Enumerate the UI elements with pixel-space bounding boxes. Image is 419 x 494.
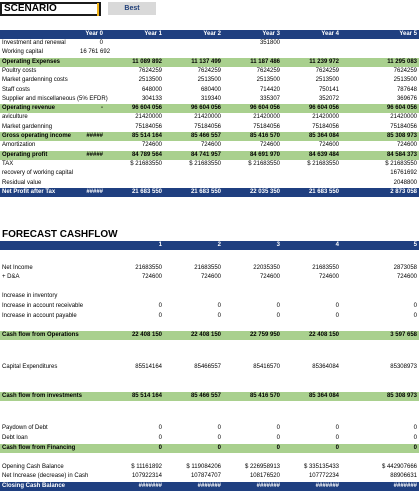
period-header-1: 1 xyxy=(158,242,162,248)
row-label: Paydown of Debt xyxy=(2,425,48,431)
row-label: Debt loan xyxy=(2,435,28,441)
cell-c0: - xyxy=(101,105,103,112)
cell-c4: 107772234 xyxy=(308,473,339,479)
cell-c5: $ 21683550 xyxy=(385,160,417,167)
cell-c5: 85 308 973 xyxy=(386,133,417,139)
forecast-row[interactable] xyxy=(0,312,419,321)
cell-c1: 724600 xyxy=(141,142,162,149)
cell-c2: 22 408 150 xyxy=(190,332,221,338)
cell-c3: 22 035 350 xyxy=(249,188,280,195)
cell-c1: 0 xyxy=(158,445,162,451)
year-header-2: Year 2 xyxy=(203,31,221,37)
scenario-row[interactable] xyxy=(0,58,419,67)
year-header-1: Year 1 xyxy=(144,31,162,37)
cell-c5: 75184056 xyxy=(390,123,417,130)
cell-c5: 96 604 056 xyxy=(386,105,417,112)
scenario-row[interactable] xyxy=(0,95,419,104)
year-header-3: Year 3 xyxy=(262,31,280,37)
forecast-row[interactable] xyxy=(0,482,419,491)
cell-c1: 2513500 xyxy=(138,77,162,84)
cell-c2: 75184056 xyxy=(194,123,221,130)
row-label: Operating revenue xyxy=(2,105,56,112)
forecast-row[interactable] xyxy=(0,463,419,472)
cell-c5: 3 597 658 xyxy=(390,332,417,338)
cell-c1: 7624259 xyxy=(138,67,162,74)
cell-c2: 2513500 xyxy=(197,77,221,84)
cell-c1: 0 xyxy=(158,425,162,431)
cell-c1: 21 683 550 xyxy=(131,188,162,195)
cell-c1: 22 408 150 xyxy=(131,332,162,338)
row-label: Supplier and miscellaneous (5% EFDR) xyxy=(2,95,108,102)
period-header-2: 2 xyxy=(217,242,221,248)
cell-c5: 724600 xyxy=(396,274,417,280)
cell-c1: 85 514 164 xyxy=(131,133,162,139)
cell-c4: 85364084 xyxy=(312,364,339,370)
cell-c5: 0 xyxy=(413,303,417,309)
cell-c1: 648000 xyxy=(141,86,162,93)
cell-c2: 11 137 499 xyxy=(191,58,221,65)
cell-c3: 85 416 570 xyxy=(249,133,280,139)
scenario-row[interactable] xyxy=(0,141,419,150)
row-label: Cash flow from investments xyxy=(2,393,83,399)
row-label: Operating Expenses xyxy=(2,58,61,65)
forecast-header-row xyxy=(0,241,419,250)
row-label: Residual value xyxy=(2,179,42,186)
cell-c2: 7624259 xyxy=(197,67,221,74)
row-label: Net Income xyxy=(2,265,33,271)
cell-c4: 0 xyxy=(335,435,339,441)
cell-c3: 0 xyxy=(276,435,280,441)
forecast-row[interactable] xyxy=(0,264,419,273)
cell-c4: ####### xyxy=(315,483,339,489)
cell-c3: 85 416 570 xyxy=(249,393,280,399)
row-label: TAX xyxy=(2,160,14,167)
cell-c4: 84 639 484 xyxy=(308,151,339,158)
cell-c3: $ 21683550 xyxy=(248,160,280,167)
cell-c4: 0 xyxy=(335,425,339,431)
cell-c0: 0 xyxy=(99,40,103,46)
cell-c1: 21683550 xyxy=(135,265,162,271)
forecast-row[interactable] xyxy=(0,292,419,301)
cell-c2: 0 xyxy=(217,425,221,431)
cell-c3: 0 xyxy=(276,303,280,309)
cell-c5: 0 xyxy=(413,425,417,431)
row-label: Market gardenning costs xyxy=(2,77,68,84)
cell-c4: 0 xyxy=(335,303,339,309)
cell-c1: 75184056 xyxy=(135,123,162,130)
cell-c2: 21683550 xyxy=(194,265,221,271)
scenario-row[interactable] xyxy=(0,39,419,48)
cell-c1: $ 11161892 xyxy=(131,464,162,470)
cell-c1: 107922314 xyxy=(131,473,162,479)
cell-c2: 107874707 xyxy=(190,473,221,479)
cell-c1: 0 xyxy=(158,303,162,309)
period-header-4: 4 xyxy=(335,242,339,248)
cell-c5: 2 873 058 xyxy=(390,188,417,195)
row-label: Increase in account receivable xyxy=(2,303,84,309)
row-label: Amortization xyxy=(2,142,36,149)
cell-c3: 21420000 xyxy=(253,114,280,121)
row-label: Investment and renewal xyxy=(2,40,66,46)
cell-c3: 108176520 xyxy=(249,473,280,479)
cell-c5: 85 308 973 xyxy=(386,393,417,399)
cell-c4: 11 239 972 xyxy=(309,58,339,65)
cell-c2: 85 466 557 xyxy=(190,393,221,399)
cell-c1: ####### xyxy=(138,483,162,489)
row-label: Net Profit after Tax xyxy=(2,188,56,195)
cell-c3: $ 226958913 xyxy=(244,464,280,470)
cell-c3: 724600 xyxy=(259,274,280,280)
row-label: Opening Cash Balance xyxy=(2,464,64,470)
cell-c2: 21420000 xyxy=(194,114,221,121)
row-label: Cash flow from Operations xyxy=(2,332,79,338)
cell-c0: ##### xyxy=(86,188,103,195)
cell-c3: 11 187 486 xyxy=(250,58,280,65)
row-label: Operating profit xyxy=(2,151,48,158)
cell-c5: 0 xyxy=(413,435,417,441)
cell-c5: 787648 xyxy=(396,86,417,93)
cell-c4: $ 335135433 xyxy=(303,464,339,470)
scenario-row[interactable] xyxy=(0,86,419,95)
year-header-4: Year 4 xyxy=(321,31,339,37)
cell-c3: 351800 xyxy=(259,40,280,46)
cell-c5: 21420000 xyxy=(390,114,417,121)
cell-c4: 96 604 056 xyxy=(308,105,339,112)
best-button[interactable]: Best xyxy=(108,2,156,15)
cell-c4: 22 408 150 xyxy=(308,332,339,338)
row-label: Market gardenning xyxy=(2,123,53,130)
cell-c0: ##### xyxy=(86,133,103,139)
cell-c1: 304133 xyxy=(141,95,162,102)
cell-c1: 96 604 056 xyxy=(131,105,162,112)
cell-c5: 7624259 xyxy=(393,67,417,74)
forecast-row[interactable] xyxy=(0,444,419,453)
scenario-row[interactable] xyxy=(0,67,419,76)
cell-c5: 0 xyxy=(413,445,417,451)
cell-c2: 319340 xyxy=(200,95,221,102)
year-header-5: Year 5 xyxy=(399,31,417,37)
scenario-row[interactable] xyxy=(0,132,419,141)
forecast-row[interactable] xyxy=(0,392,419,401)
scenario-row[interactable] xyxy=(0,151,419,160)
row-label: Capital Expenditures xyxy=(2,364,58,370)
forecast-row[interactable] xyxy=(0,434,419,443)
scenario-row[interactable] xyxy=(0,48,419,57)
scenario-header-row xyxy=(0,30,419,39)
cell-c5: 16761692 xyxy=(390,170,417,177)
cell-c1: 21420000 xyxy=(135,114,162,121)
row-label: aviculture xyxy=(2,114,28,121)
cell-c2: 0 xyxy=(217,303,221,309)
scenario-row[interactable] xyxy=(0,76,419,85)
cell-c3: 22035350 xyxy=(253,265,280,271)
cell-c4: 2513500 xyxy=(315,77,339,84)
cell-c2: 84 741 957 xyxy=(190,151,221,158)
cell-c2: 0 xyxy=(217,445,221,451)
cell-c5: 85308973 xyxy=(390,364,417,370)
cell-c3: 22 759 950 xyxy=(249,332,280,338)
cell-c4: 85 364 084 xyxy=(308,393,339,399)
cell-c1: 0 xyxy=(158,435,162,441)
cell-c3: 2513500 xyxy=(256,77,280,84)
row-label: Net Increase (decrease) in Cash xyxy=(2,473,89,479)
cell-input[interactable]: SCENARIO xyxy=(0,2,101,16)
scenario-row[interactable] xyxy=(0,113,419,122)
cell-c5: 88906631 xyxy=(390,473,417,479)
cell-c4: 21683550 xyxy=(312,265,339,271)
cell-c2: 680400 xyxy=(200,86,221,93)
row-label: Closing Cash Balance xyxy=(2,483,66,489)
cell-c3: 724600 xyxy=(259,142,280,149)
cell-c4: 750141 xyxy=(318,86,339,93)
scenario-row[interactable] xyxy=(0,104,419,113)
scenario-row[interactable] xyxy=(0,123,419,132)
forecast-row[interactable] xyxy=(0,424,419,433)
cell-c3: 85416570 xyxy=(253,364,280,370)
period-header-5: 5 xyxy=(413,242,417,248)
scenario-row[interactable] xyxy=(0,160,419,169)
cell-c2: 0 xyxy=(217,313,221,319)
cell-c2: 0 xyxy=(217,435,221,441)
cell-c5: $ 442907666 xyxy=(381,464,417,470)
cell-c3: 75184056 xyxy=(253,123,280,130)
cell-c4: $ 21683550 xyxy=(307,160,339,167)
cell-c5: 0 xyxy=(413,313,417,319)
cell-c2: $ 21683550 xyxy=(189,160,221,167)
cell-c2: 96 604 056 xyxy=(190,105,221,112)
scenario-row[interactable] xyxy=(0,188,419,197)
row-label: + D&A xyxy=(2,274,20,280)
scenario-row[interactable] xyxy=(0,169,419,178)
cell-c2: $ 119084206 xyxy=(186,464,221,470)
cell-c5: 84 584 373 xyxy=(386,151,417,158)
cell-c5: 369676 xyxy=(396,95,417,102)
row-label: Poultry costs xyxy=(2,67,37,74)
cell-c3: ####### xyxy=(256,483,280,489)
cell-c4: 724600 xyxy=(318,274,339,280)
forecast-title: FORECAST CASHFLOW xyxy=(2,229,118,240)
row-label: Gross operating income xyxy=(2,133,72,139)
cell-c3: 0 xyxy=(276,313,280,319)
cell-c2: 724600 xyxy=(200,142,221,149)
row-label: Increase in inventory xyxy=(2,293,58,299)
cell-c2: 724600 xyxy=(200,274,221,280)
cell-c3: 84 691 970 xyxy=(249,151,280,158)
cell-c3: 96 604 056 xyxy=(249,105,280,112)
cell-c4: 21420000 xyxy=(312,114,339,121)
cell-c5: 2048800 xyxy=(393,179,417,186)
cell-c5: 2513500 xyxy=(393,77,417,84)
cell-c3: 0 xyxy=(276,425,280,431)
row-label: Cash flow from Financing xyxy=(2,445,76,451)
cell-c1: 11 089 892 xyxy=(132,58,162,65)
cell-c1: 85 514 164 xyxy=(131,393,162,399)
cell-c4: 0 xyxy=(335,445,339,451)
cell-c3: 335307 xyxy=(259,95,280,102)
cell-c4: 352072 xyxy=(318,95,339,102)
cell-c4: 7624259 xyxy=(315,67,339,74)
row-label: Increase in account payable xyxy=(2,313,77,319)
cell-cursor xyxy=(97,3,99,16)
cell-c5: 724600 xyxy=(396,142,417,149)
row-label: Working capital xyxy=(2,49,43,56)
cell-c1: 724600 xyxy=(141,274,162,280)
cell-c4: 21 683 550 xyxy=(308,188,339,195)
cell-c0: ##### xyxy=(86,151,103,158)
cell-c5: 2873058 xyxy=(393,265,417,271)
cell-c3: 7624259 xyxy=(256,67,280,74)
cell-c0: 16 761 692 xyxy=(80,49,111,56)
cell-c2: ####### xyxy=(197,483,221,489)
cell-c1: 85514164 xyxy=(135,364,162,370)
cell-c3: 714420 xyxy=(259,86,280,93)
forecast-row[interactable] xyxy=(0,472,419,481)
cell-c4: 75184056 xyxy=(312,123,339,130)
forecast-row[interactable] xyxy=(0,273,419,282)
cell-c4: 724600 xyxy=(318,142,339,149)
forecast-row[interactable] xyxy=(0,302,419,311)
cell-c1: 0 xyxy=(158,313,162,319)
cell-c2: 21 683 550 xyxy=(190,188,221,195)
forecast-row[interactable] xyxy=(0,363,419,372)
row-label: Staff costs xyxy=(2,86,30,93)
cell-c4: 85 364 084 xyxy=(308,133,339,139)
cell-c3: 0 xyxy=(276,445,280,451)
row-label: recovery of working capital xyxy=(2,170,74,177)
cell-c5: 11 295 083 xyxy=(387,58,417,65)
scenario-row[interactable] xyxy=(0,179,419,188)
cell-c1: 84 789 564 xyxy=(131,151,162,158)
year-header-0: Year 0 xyxy=(85,31,103,37)
cell-c1: $ 21683550 xyxy=(130,160,162,167)
cell-c5: ####### xyxy=(393,483,417,489)
cell-c4: 0 xyxy=(335,313,339,319)
period-header-3: 3 xyxy=(276,242,280,248)
cell-c2: 85466557 xyxy=(194,364,221,370)
cell-c2: 85 466 557 xyxy=(190,133,221,139)
forecast-row[interactable] xyxy=(0,331,419,340)
